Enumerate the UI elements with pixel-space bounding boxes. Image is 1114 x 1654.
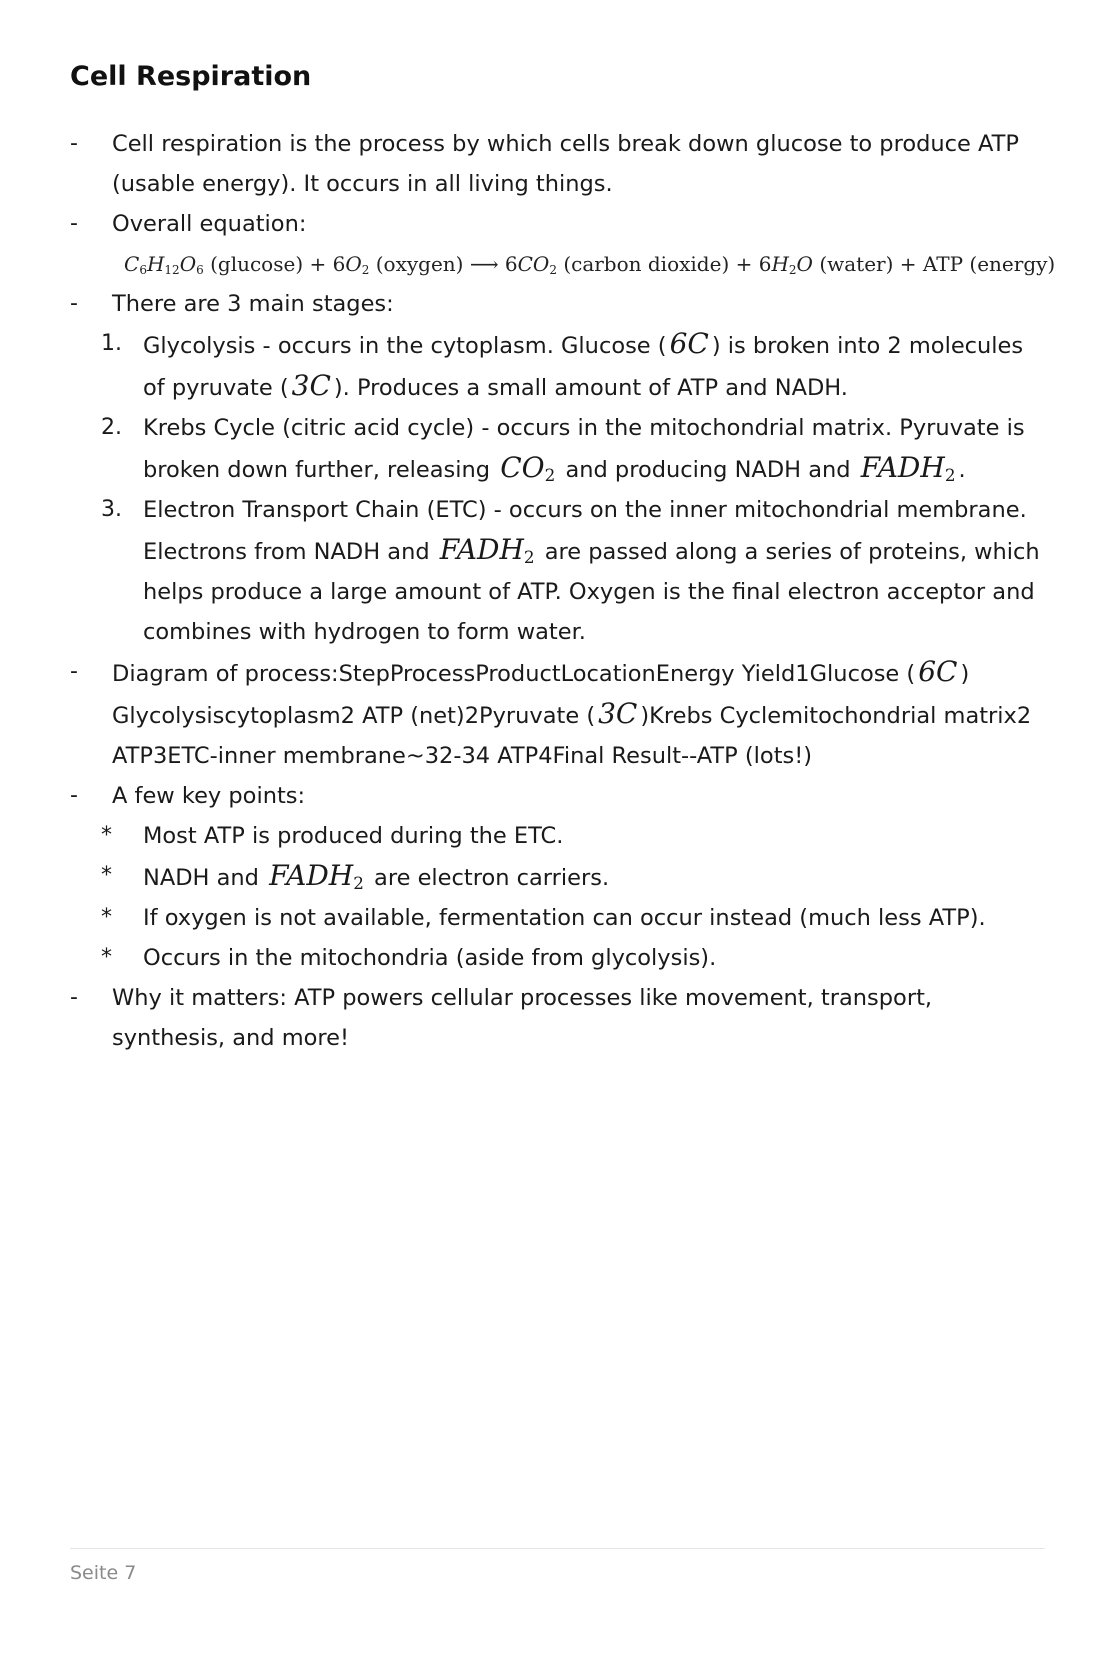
glucose-formula: $C_6H_{12}O_6$ <box>124 252 204 277</box>
co2-formula: $CO_2$ <box>517 252 557 277</box>
atp-product: ATP <box>922 252 964 276</box>
asterisk-marker: * <box>101 905 112 930</box>
key-point-text: If oxygen is not available, fermentation can occur instead (much less ATP). <box>143 905 986 931</box>
math-6c: 6C <box>918 655 958 688</box>
math-3c: 3C <box>291 369 331 402</box>
water-formula: $H_2O$ <box>771 252 813 277</box>
key-point-text: are electron carriers. <box>374 865 610 891</box>
stage-text: . <box>958 457 966 483</box>
stage-text: Krebs Cycle (citric acid cycle) - occurs in the mitochondrial matrix. Pyruvate is broken down further, releasing <box>143 415 1025 483</box>
key-point-item <box>70 856 1045 898</box>
glucose-label: (glucose) <box>210 252 304 276</box>
stage-text: Electron Transport Chain (ETC) - occurs on the inner mitochondrial membrane. Electrons from NADH and <box>143 497 1027 565</box>
dash-marker: - <box>70 659 78 684</box>
dash-marker: - <box>70 291 78 316</box>
document-page <box>70 60 1056 1058</box>
list-item-key-points-intro <box>70 776 1045 816</box>
diagram-text: ) Glycolysiscytoplasm2 ATP (net)2Pyruvate ( <box>112 661 970 729</box>
dash-marker: - <box>70 783 78 808</box>
oxygen-label: (oxygen) <box>375 252 464 276</box>
key-point-item <box>70 816 1045 856</box>
stages-intro-text: There are 3 main stages: <box>112 291 394 317</box>
number-marker: 1. <box>101 331 122 356</box>
diagram-text: )Krebs Cyclemitochondrial matrix2 ATP3ETC-inner membrane~32-34 ATP4Final Result--ATP (lots!) <box>112 703 1032 769</box>
math-6c: 6C <box>669 327 709 360</box>
stage-item-glycolysis <box>70 324 1045 408</box>
diagram-text: Diagram of process:StepProcessProductLocationEnergy Yield1Glucose ( <box>112 661 916 687</box>
dash-marker: - <box>70 131 78 156</box>
stage-text: ) is broken into 2 molecules of pyruvate ( <box>143 333 1024 401</box>
list-item-equation-label <box>70 204 1045 244</box>
dash-marker: - <box>70 985 78 1010</box>
asterisk-marker: * <box>101 945 112 970</box>
oxygen-formula: $O_2$ <box>345 252 370 277</box>
stage-text: Glycolysis - occurs in the cytoplasm. Glucose ( <box>143 333 667 359</box>
key-point-text: NADH and <box>143 865 259 891</box>
key-point-item <box>70 938 1045 978</box>
stage-text: ). Produces a small amount of ATP and NADH. <box>333 375 848 401</box>
stage-item-krebs <box>70 408 1045 490</box>
list-item-why <box>70 978 1045 1058</box>
list-item-diagram <box>70 652 1045 776</box>
math-fadh2: $FADH_2$ <box>269 859 364 894</box>
asterisk-marker: * <box>101 823 112 848</box>
stage-item-etc <box>70 490 1045 652</box>
asterisk-marker: * <box>101 863 112 888</box>
math-fadh2: $FADH_2$ <box>860 451 956 486</box>
why-text: Why it matters: ATP powers cellular processes like movement, transport, synthesis, and more! <box>112 985 933 1051</box>
intro-text: Cell respiration is the process by which cells break down glucose to produce ATP (usable energy). It occurs in all living things. <box>112 131 1019 197</box>
water-label: (water) <box>819 252 894 276</box>
co2-label: (carbon dioxide) <box>563 252 730 276</box>
page-number: Seite 7 <box>70 1562 137 1584</box>
equation-label: Overall equation: <box>112 211 307 237</box>
number-marker: 2. <box>101 415 122 440</box>
math-3c: 3C <box>598 697 638 730</box>
overall-equation: $C_6H_{12}O_6$ $(glucose) + 6O_2$ (oxygen) ⟶ $6CO_2$ (carbon dioxide) + $6H_2O$ (water) + ATP (energy) <box>124 252 1056 277</box>
math-co2: $CO_2$ <box>500 451 556 486</box>
math-fadh2: $FADH_2$ <box>439 533 535 568</box>
list-item-intro <box>70 124 1045 204</box>
number-marker: 3. <box>101 497 122 522</box>
key-point-item <box>70 898 1045 938</box>
stage-text: are passed along a series of proteins, which helps produce a large amount of ATP. Oxygen is the final electron acceptor and combines with hydrogen to form water. <box>143 539 1040 645</box>
list-item-stages-intro <box>70 284 1045 324</box>
page-title: Cell Respiration <box>70 61 312 92</box>
stage-text: and producing NADH and <box>565 457 851 483</box>
energy-label: (energy) <box>969 252 1056 276</box>
reaction-arrow-icon: ⟶ <box>469 252 499 276</box>
key-point-text: Most ATP is produced during the ETC. <box>143 823 564 849</box>
footer-divider <box>70 1548 1045 1549</box>
key-point-text: Occurs in the mitochondria (aside from glycolysis). <box>143 945 717 971</box>
key-points-intro-text: A few key points: <box>112 783 306 809</box>
dash-marker: - <box>70 211 78 236</box>
